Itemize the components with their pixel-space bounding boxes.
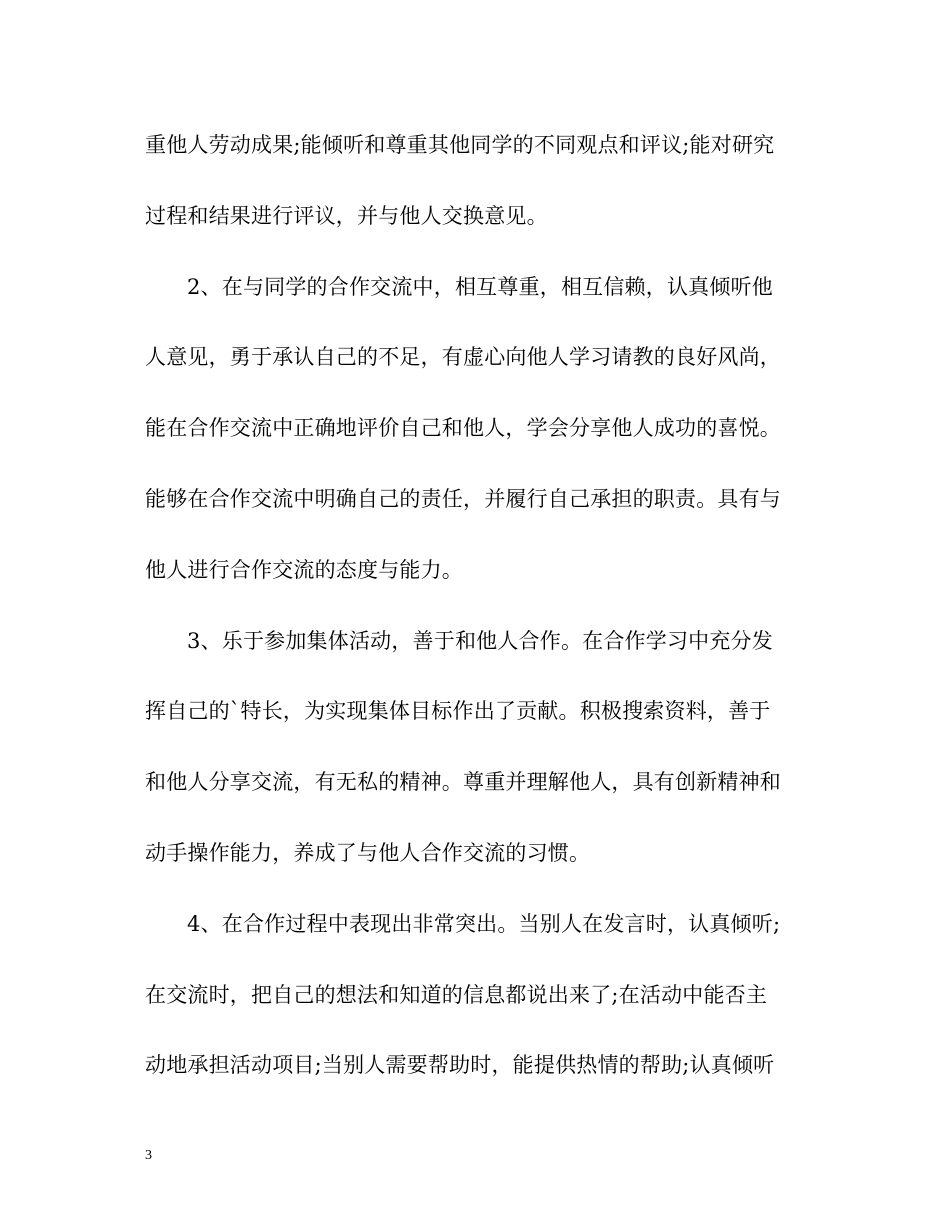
text-line: 过程和结果进行评议，并与他人交换意见。: [145, 203, 548, 228]
body-text: [145, 122, 805, 1113]
paragraph-start-line: 2、在与同学的合作交流中，相互尊重，相互信赖，认真倾听他: [187, 274, 773, 299]
paragraph-start-line: 3、乐于参加集体活动，善于和他人合作。在合作学习中充分发: [187, 628, 773, 653]
text-line: 他人进行合作交流的态度与能力。: [145, 557, 463, 582]
text-line: 和他人分享交流，有无私的精神。尊重并理解他人，具有创新精神和: [145, 770, 781, 795]
text-line: 动手操作能力，养成了与他人合作交流的习惯。: [145, 840, 591, 865]
page-number: 3: [145, 1148, 152, 1163]
text-line: 动地承担活动项目;当别人需要帮助时，能提供热情的帮助;认真倾听: [145, 1053, 775, 1078]
text-line: 在交流时，把自己的想法和知道的信息都说出来了;在活动中能否主: [145, 982, 768, 1007]
text-line: 人意见，勇于承认自己的不足，有虚心向他人学习请教的良好风尚，: [145, 345, 781, 370]
text-line: 能够在合作交流中明确自己的责任，并履行自己承担的职责。具有与: [145, 486, 781, 511]
text-line: 重他人劳动成果;能倾听和尊重其他同学的不同观点和评议;能对研究: [145, 133, 775, 157]
text-line: 挥自己的`特长，为实现集体目标作出了贡献。积极搜索资料，善于: [145, 699, 771, 724]
text-line: 能在合作交流中正确地评价自己和他人，学会分享他人成功的喜悦。: [145, 416, 781, 441]
paragraph-start-line: 4、在合作过程中表现出非常突出。当别人在发言时，认真倾听;: [187, 911, 781, 936]
